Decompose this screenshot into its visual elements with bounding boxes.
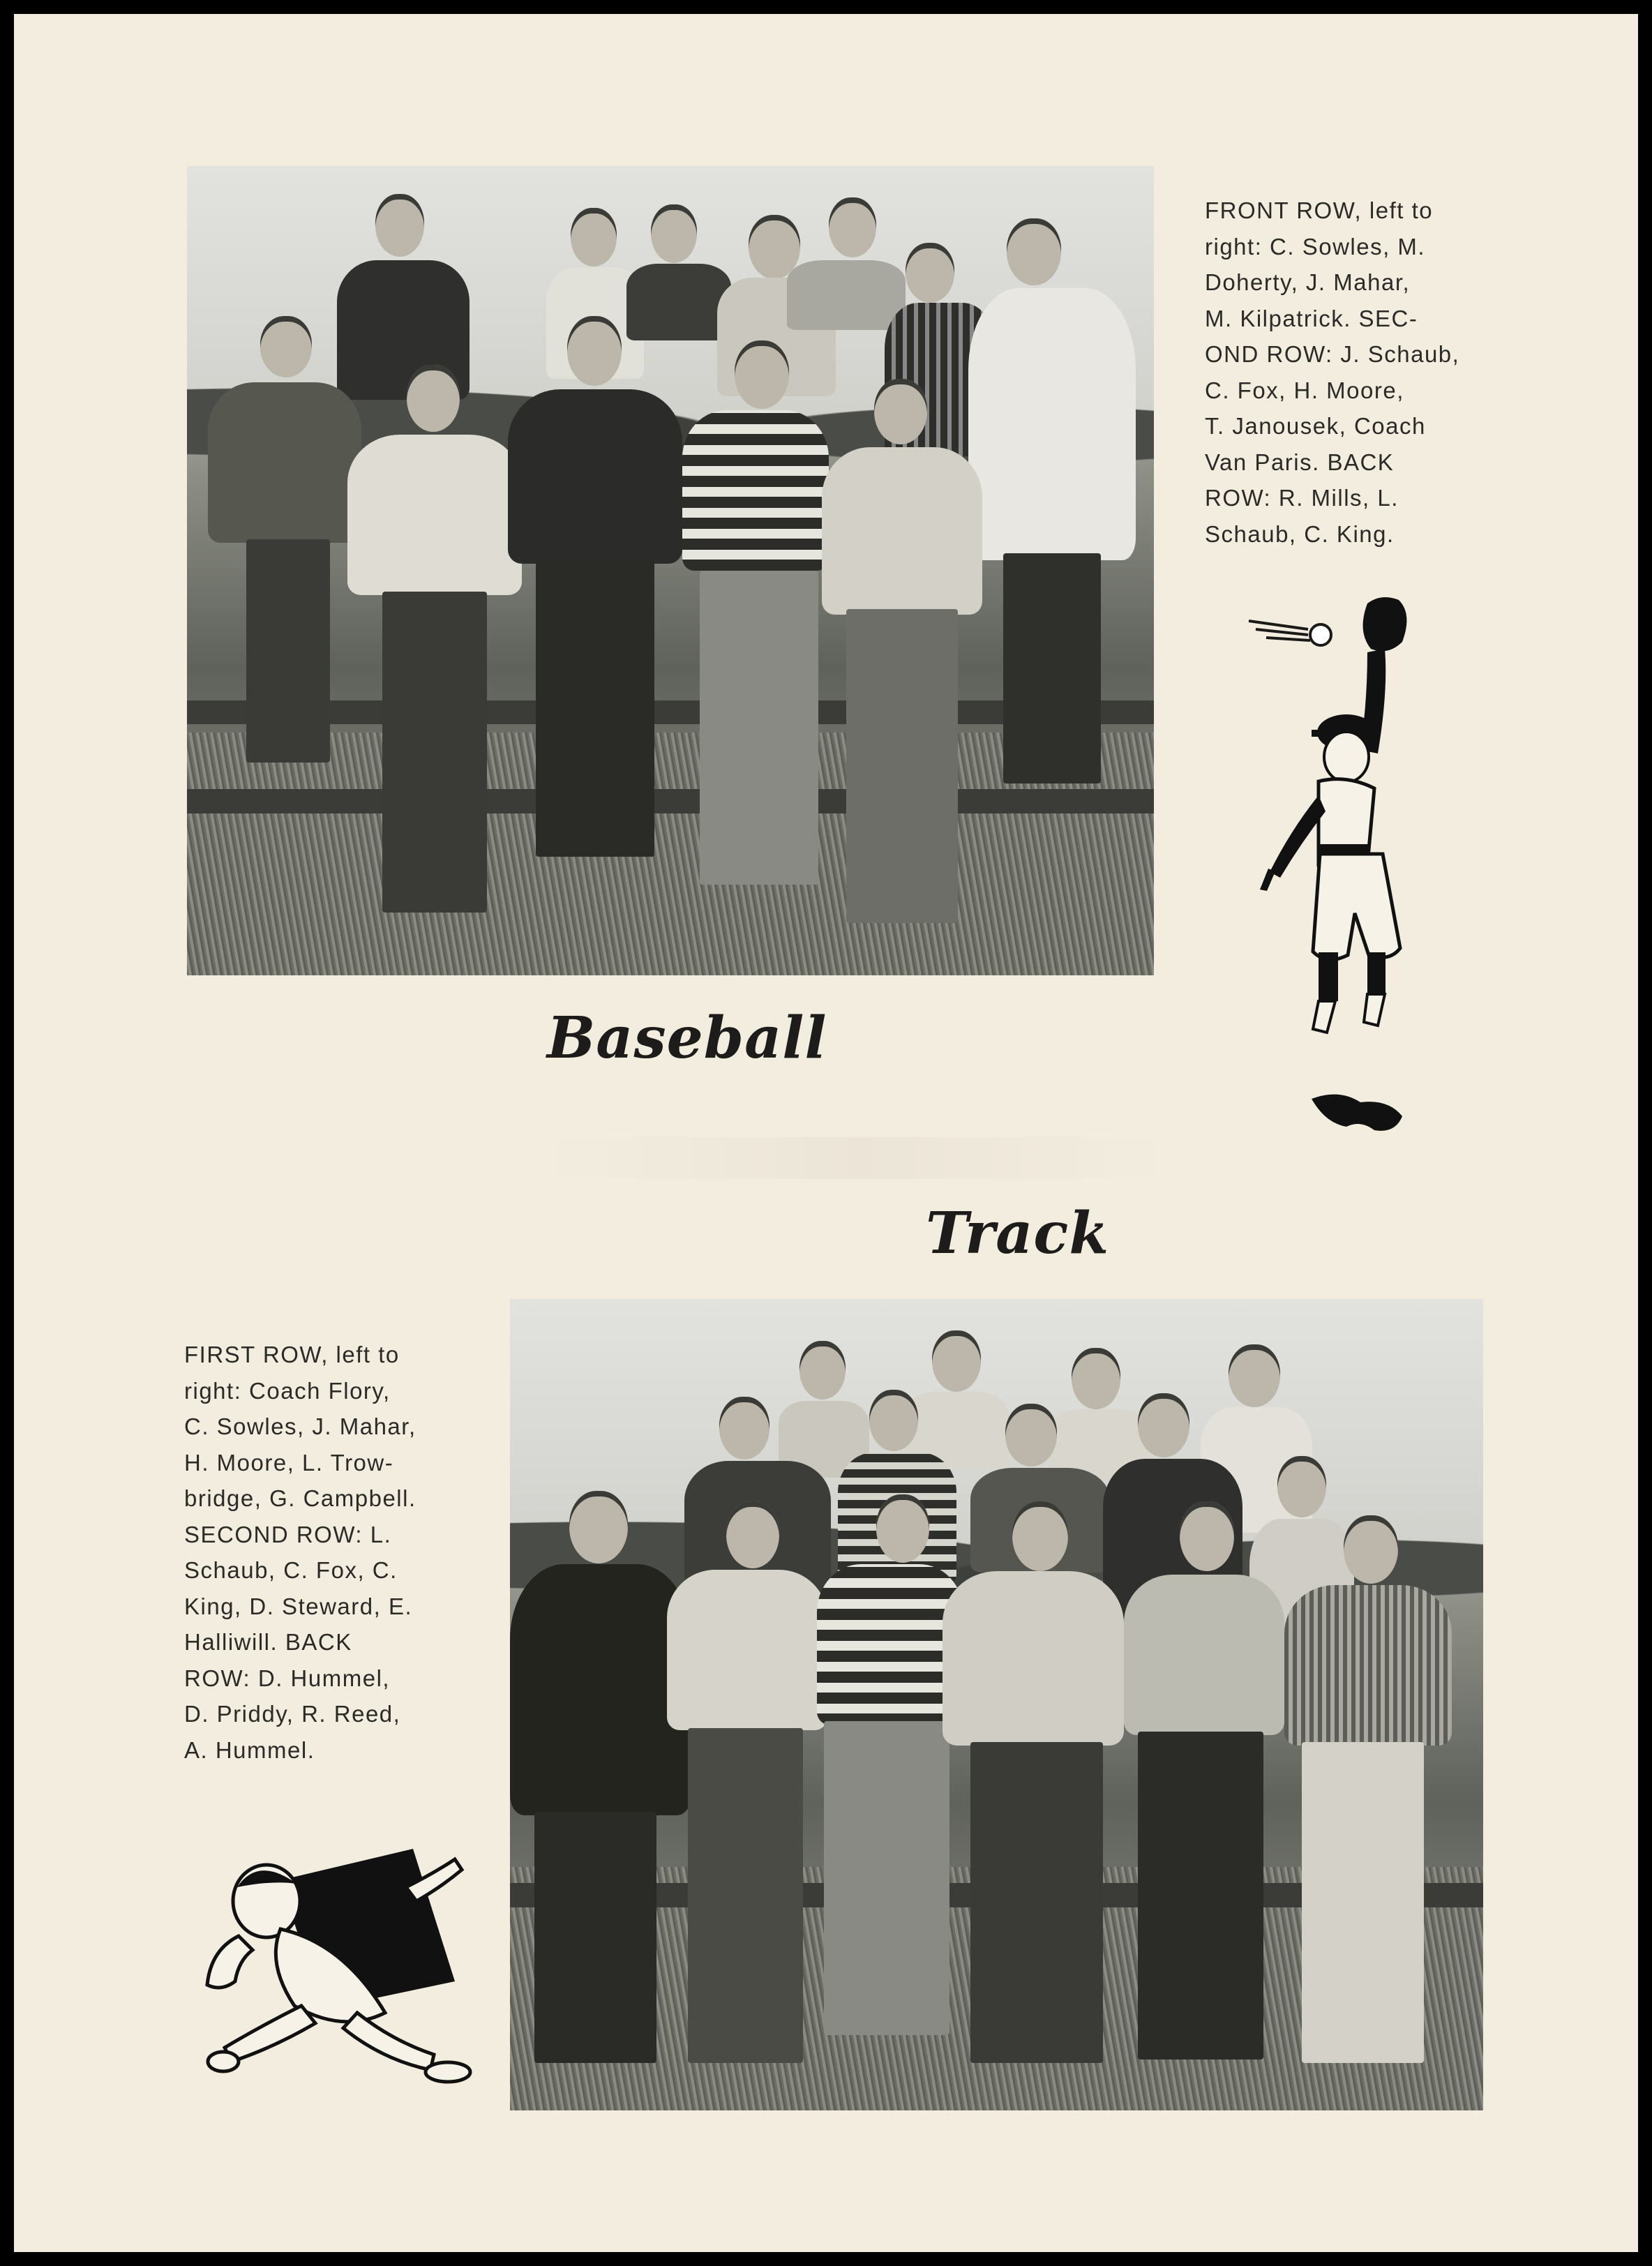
base-icon — [1312, 1095, 1402, 1131]
yearbook-page — [14, 14, 1638, 2252]
baseball-icon — [1249, 621, 1331, 645]
track-caption: FIRST ROW, left to right: Coach Flory, C. Sowles, J. Mahar, H. Moore, L. Trow- bridge, G. Campbell. SECOND ROW: L. Schaub, C. Fox, C. King, D. Steward, E. Halliwill. BACK ROW: D. Hummel, D. Priddy, R. Reed, A. Hummel. — [184, 1342, 416, 1763]
baseball-glove-icon — [1363, 597, 1407, 651]
track-team-photo — [510, 1299, 1483, 2110]
track-title: Track — [926, 1200, 1110, 1267]
baseball-caption: FRONT ROW, left to right: C. Sowles, M. Doherty, J. Mahar, M. Kilpatrick. SEC- OND ROW: J. Schaub, C. Fox, H. Moore, T. Janousek, Coach Van Paris. BACK ROW: R. Mills, L. Schaub, C. King. — [1205, 197, 1460, 547]
track-runner-illustration — [197, 1838, 490, 2096]
baseball-team-photo — [187, 166, 1154, 975]
baseball-player-illustration — [1242, 593, 1423, 1165]
baseball-title: Baseball — [547, 1005, 827, 1072]
